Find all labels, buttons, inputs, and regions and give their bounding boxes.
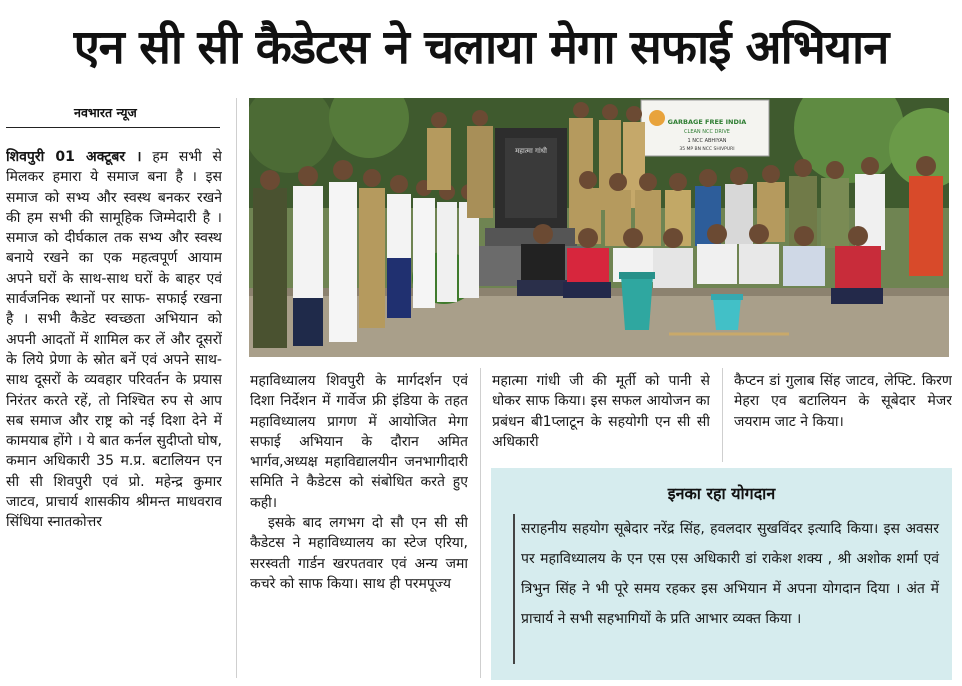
news-photo — [249, 98, 949, 357]
article-paragraph: कैप्टन डां गुलाब सिंह जाटव, लेफ्टि. किरण मेहरा एव बटालियन के सूबेदार मेजर जयराम जाट ने किया। — [734, 373, 952, 430]
banner-line-4: 35 MP BN NCC SHIVPURI — [679, 147, 735, 152]
dateline: शिवपुरी 01 अक्टूबर । — [6, 149, 142, 165]
photo-illustration — [249, 98, 949, 357]
box-text: सराहनीय सहयोग सूबेदार नरेंद्र सिंह, हवलदार सुखविंदर इत्यादि किया। इस अवसर पर महाविध्यालय के एन एस एस अधिकारी डां राकेश शक्य , श्री अशोक शर्मा एवं त्रिभुन सिंह ने भी पूरे समय रहकर इस अभियान में अपना योगदान दिया । अंत में प्राचार्य ने सभी सहभागियों के प्रति आभार व्यक्त किया । — [521, 521, 939, 627]
box-accent-bar — [513, 514, 515, 664]
column-divider — [722, 368, 723, 462]
contribution-box — [491, 468, 952, 680]
article-text: हम सभी से मिलकर हमारा ये समाज बना है । इस समाज को सभ्य और स्वस्थ बनकर रखने की हम सभी की सामूहिक जिम्मेदारी है । समाज को दीर्घकाल तक सभ्य और स्वस्थ बनाये रखने का एक महत्वपूर्ण आयाम अपने घरों के साथ-साथ घरों के बाहर एवं सार्वजनिक स्थानों पर साफ- सफाई रखना है । सभी कैडेट स्वच्छता अभियान को अपनी आदतों में शामिल कर लें और दूसरों के लिये प्रेणा के स्रोत बनें एवं अपने साथ-साथ दूसरों के व्यवहार परिवर्तन के प्रयास निरंतर करते रहें, तो निश्चित रुप से आप सब समाज और राष्ट्र को नई दिशा देने में कामयाब होंगे । ये बात कर्नल सुदीप्तो घोष, कमान अधिकारी 35 म.प्र. बटालियन एन सी सी शिवपुरी एवं प्रो. महेन्द्र कुमार जाटव, प्राचार्य शासकीय श्रीमन्त माधवराव सिंधिया स्नातकोत्तर — [6, 149, 222, 531]
article-column-3 — [492, 371, 710, 461]
banner-line-3: 1 NCC ABHIYAN — [687, 138, 727, 144]
banner-line-2: CLEAN NCC DRIVE — [684, 129, 730, 135]
byline: नवभारत न्यूज — [74, 105, 137, 120]
plaque-text: महात्मा गांधी — [515, 147, 547, 155]
column-divider — [236, 98, 237, 678]
article-column-1 — [6, 147, 222, 677]
box-title: इनका रहा योगदान — [667, 484, 776, 503]
article-paragraph — [6, 147, 222, 533]
article-column-2 — [250, 371, 468, 677]
headline: एन सी सी कैडेटस ने चलाया मेगा सफाई अभियान — [73, 20, 889, 75]
article-paragraph: इसके बाद लगभग दो सौ एन सी सी कैडेटस ने महाविध्यालय का स्टेज एरिया, सरस्वती गार्डन खरपतवार एवं अन्य जमा कचरे को साफ किया। साथ ही परमपूज्य — [250, 515, 468, 592]
column-divider — [480, 368, 481, 678]
banner-line-1: GARBAGE FREE INDIA — [667, 118, 747, 126]
article-paragraph: महात्मा गांधी जी की मूर्ती को पानी से धोकर साफ किया। इस सफल आयोजन का प्रबंधन बी1प्लाटून के सहयोगी एन सी सी अधिकारी — [492, 373, 710, 450]
article-column-4 — [734, 371, 952, 461]
article-paragraph: महाविध्यालय शिवपुरी के मार्गदर्शन एवं दिशा निर्देशन में गार्वेज फ्री इंडिया के तहत महाविध्यालय प्रागण में आयोजित मेगा सफाई अभियान के दौरान अमित भार्गव,अध्यक्ष महाविद्यालयीन जनभागीदारी समिति ने कैडेटस को संबोधित करते हुए कही। — [250, 373, 468, 511]
byline-rule — [6, 127, 220, 128]
